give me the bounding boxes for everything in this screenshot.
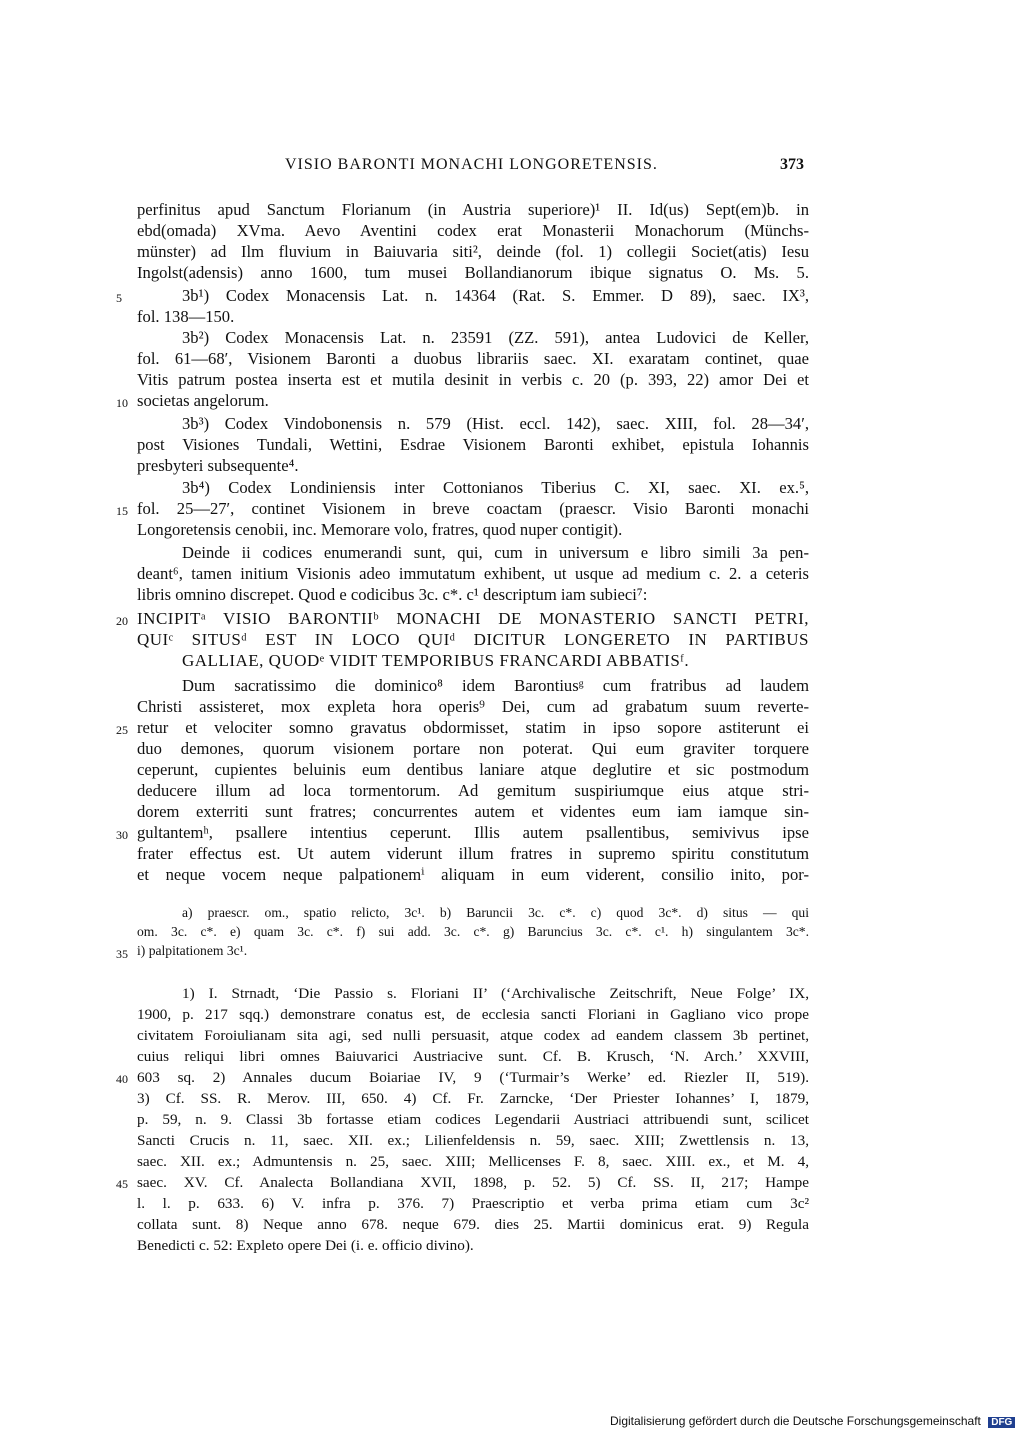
title-line: QUIᶜ SITUSᵈ EST IN LOCO QUIᵈ DICITUR LONGERETO IN PARTIBUS: [137, 630, 809, 649]
text-line: presbyteri subsequente⁴.: [137, 456, 299, 475]
text-line: frater effectus est. Ut autem viderunt illum fratres in supremo spiritu constitutum: [137, 844, 809, 863]
text-line: ceperunt, cupientes beluinis eum dentibus laniare atque deglutire et sic postmodum: [137, 760, 809, 779]
text-line: libris omnino discrepet. Quod e codicibus 3c. c*. c¹ descriptum iam subieci⁷:: [137, 585, 648, 604]
footnote-line: 1900, p. 217 sqq.) demonstrare conatus est, de ecclesia sancti Floriani in Gagliano vico prope: [137, 1006, 809, 1023]
text-line: münster) ad Ilm fluvium in Baiuvaria siti², deinde (fol. 1) collegii Societ(atis) Iesu: [137, 242, 809, 261]
running-head: VISIO BARONTI MONACHI LONGORETENSIS.: [285, 156, 658, 173]
text-line: societas angelorum.: [137, 391, 269, 410]
text-line: ebd(omada) XVma. Aevo Aventini codex erat Monasterii Monachorum (Münchs-: [137, 221, 809, 240]
text-line: post Visiones Tundali, Wettini, Esdrae Visionem Baronti exhibet, epistula Iohannis: [137, 435, 809, 454]
text-line: deant⁶, tamen initium Visionis adeo immutatum exhibent, ut usque ad medium c. 2. a ceteris: [137, 564, 809, 583]
line-number: 45: [116, 1177, 128, 1191]
credit-text: Digitalisierung gefördert durch die Deutsche Forschungsgemeinschaft: [610, 1414, 981, 1428]
line-number: 20: [116, 614, 128, 628]
text-line: 3b³) Codex Vindobonensis n. 579 (Hist. eccl. 142), saec. XIII, fol. 28—34′,: [182, 414, 809, 433]
text-line: deducere illum ad loca tormentorum. Ad gemitum suspiriumque eius atque stri-: [137, 781, 809, 800]
text-line: Deinde ii codices enumerandi sunt, qui, cum in universum e libro simili 3a pen-: [182, 543, 809, 562]
text-line: Ingolst(adensis) anno 1600, tum musei Bollandianorum ibique signatus O. Ms. 5.: [137, 263, 809, 282]
footnote-line: 1) I. Strnadt, ‘Die Passio s. Floriani II’ (‘Archivalische Zeitschrift, Neue Folge’ IX,: [182, 985, 809, 1002]
text-line: gultantemʰ, psallere intentius ceperunt. Illis autem psallentibus, semivivus ipse: [137, 823, 809, 842]
text-line: 3b¹) Codex Monacensis Lat. n. 14364 (Rat. S. Emmer. D 89), saec. IX³,: [182, 286, 809, 305]
line-number: 30: [116, 828, 128, 842]
title-line: INCIPITᵃ VISIO BARONTIIᵇ MONACHI DE MONASTERIO SANCTI PETRI,: [137, 609, 809, 628]
text-line: Longoretensis cenobii, inc. Memorare volo, fratres, quod nuper contigit).: [137, 520, 623, 539]
footnote-line: cuius reliqui libri omnes Baiuvarici Austriacive sunt. Cf. B. Krusch, ‘N. Arch.’ XXVIII,: [137, 1048, 809, 1065]
footnote-line: Sancti Crucis n. 11, saec. XII. ex.; Lilienfeldensis n. 59, saec. XIII; Zwettlensis n. 13,: [137, 1132, 809, 1149]
apparatus-line: i) palpitationem 3c¹.: [137, 943, 248, 958]
text-line: fol. 25—27′, continet Visionem in breve coactam (praescr. Visio Baronti monachi: [137, 499, 809, 518]
line-number: 10: [116, 396, 128, 410]
text-line: fol. 61—68′, Visionem Baronti a duobus librariis saec. XI. exaratam continet, quae: [137, 349, 809, 368]
apparatus-line: a) praescr. om., spatio relicto, 3c¹. b) Baruncii 3c. c*. c) quod 3c*. d) situs — qui: [182, 905, 809, 920]
text-line: et neque vocem neque palpationemⁱ aliquam in eum viderent, consilio inito, por-: [137, 865, 809, 884]
line-number: 25: [116, 723, 128, 737]
text-line: dorem exterriti sunt fratres; concurrentes autem et videntes eum iam iamque sin-: [137, 802, 809, 821]
text-line: Vitis patrum postea inserta est et mutila desinit in verbis c. 20 (p. 393, 22) amor Dei et: [137, 370, 809, 389]
footnote-line: Benedicti c. 52: Expleto opere Dei (i. e. officio divino).: [137, 1237, 474, 1254]
apparatus-line: om. 3c. c*. e) quam 3c. c*. f) sui add. 3c. c*. g) Baruncius 3c. c*. c¹. h) singulantem 3c*.: [137, 924, 809, 939]
footnote-line: p. 59, n. 9. Classi 3b fortasse etiam codices Legendarii Austriaci attribuendi sunt, scilicet: [137, 1111, 809, 1128]
footnote-line: l. l. p. 633. 6) V. infra p. 376. 7) Praescriptio et verba prima etiam cum 3c²: [137, 1195, 809, 1212]
line-number: 40: [116, 1072, 128, 1086]
footnote-line: 603 sq. 2) Annales ducum Boiariae IV, 9 (‘Turmair’s Werke’ ed. Riezler II, 519).: [137, 1069, 809, 1086]
footnote-line: civitatem Foroiulianam sita agi, sed nulli persuasit, atque codex ad eandem classem 3b pertinet,: [137, 1027, 809, 1044]
page-number: 373: [780, 156, 804, 173]
text-line: Dum sacratissimo die dominico⁸ idem Barontiusᵍ cum fratribus ad laudem: [182, 676, 809, 695]
text-line: retur et velociter somno gravatus obdormisset, statim in ipso sopore astiterunt ei: [137, 718, 809, 737]
text-line: perfinitus apud Sanctum Florianum (in Austria superiore)¹ II. Id(us) Sept(em)b. in: [137, 200, 809, 219]
text-line: duo demones, quorum visionem portare non poterat. Qui eum graviter torquere: [137, 739, 809, 758]
digitization-credit: [610, 1414, 1015, 1428]
line-number: 5: [116, 291, 122, 305]
line-number: 35: [116, 947, 128, 961]
footnote-line: collata sunt. 8) Neque anno 678. neque 679. dies 25. Martii dominicus erat. 9) Regula: [137, 1216, 809, 1233]
footnote-line: 3) Cf. SS. R. Merov. III, 650. 4) Cf. Fr. Zarncke, ‘Der Priester Iohannes’ I, 1879,: [137, 1090, 809, 1107]
text-line: Christi assisteret, mox expleta hora operis⁹ Dei, cum ad grabatum suum reverte-: [137, 697, 809, 716]
title-line: GALLIAE, QUODᵉ VIDIT TEMPORIBUS FRANCARDI ABBATISᶠ.: [182, 651, 690, 670]
text-line: 3b⁴) Codex Londiniensis inter Cottonianos Tiberius C. XI, saec. XI. ex.⁵,: [182, 478, 809, 497]
footnote-line: saec. XV. Cf. Analecta Bollandiana XVII, 1898, p. 52. 5) Cf. SS. II, 217; Hampe: [137, 1174, 809, 1191]
dfg-logo: DFG: [988, 1417, 1015, 1428]
footnote-line: saec. XII. ex.; Admuntensis n. 25, saec. XIII; Mellicenses F. 8, saec. XIII. ex., et M. 4,: [137, 1153, 809, 1170]
text-line: 3b²) Codex Monacensis Lat. n. 23591 (ZZ. 591), antea Ludovici de Keller,: [182, 328, 809, 347]
line-number: 15: [116, 504, 128, 518]
text-line: fol. 138—150.: [137, 307, 235, 326]
